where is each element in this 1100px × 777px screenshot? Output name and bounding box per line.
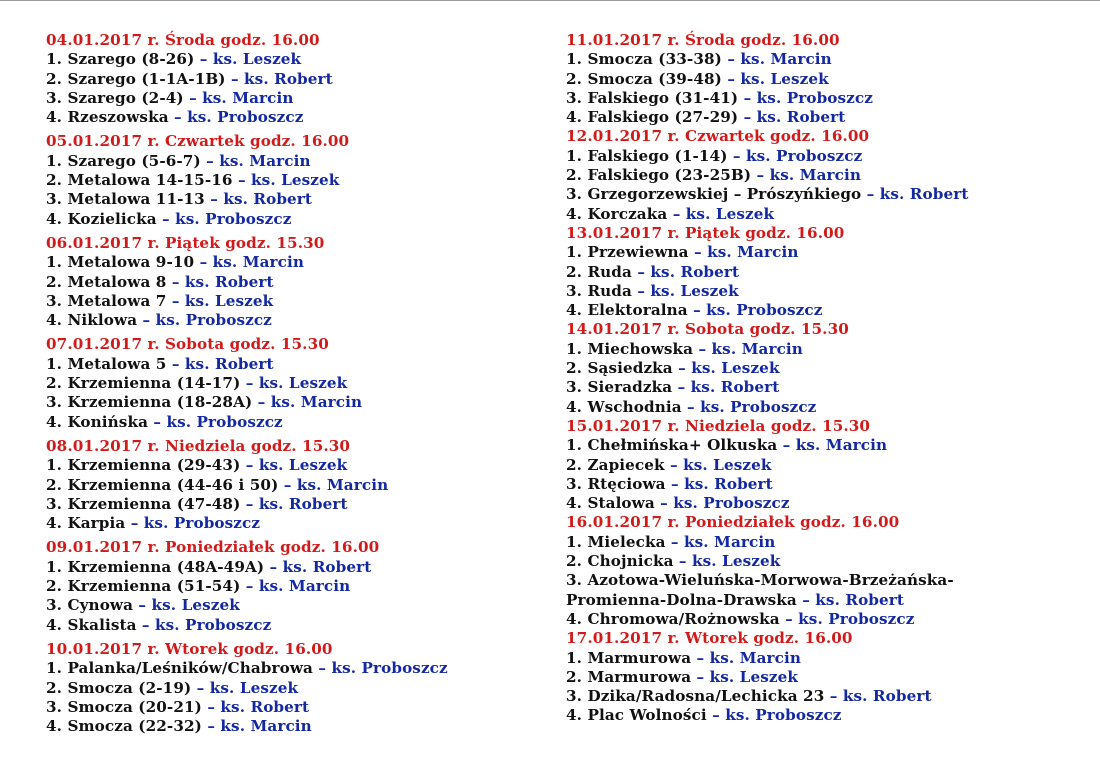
street-name: 2. Sąsiedzka [566,359,673,378]
visit-entry [46,717,546,736]
top-border-line [0,0,1100,1]
street-name: 3. Cynowa [46,596,134,615]
street-name: 4. Kozielicka [46,209,157,228]
priest-name: – ks. Leszek [691,667,798,686]
visit-entry [46,476,546,495]
priest-name: – ks. Robert [824,687,932,706]
visit-entry [566,166,1086,185]
street-name: 3. Rtęciowa [566,474,666,493]
priest-name: – ks. Marcin [693,339,803,358]
day-block [566,31,1086,127]
priest-name: – ks. Proboszcz [156,209,292,228]
visit-entry [566,591,1086,610]
street-name: 4. Stalowa [566,494,655,513]
priest-name: – ks. Robert [861,185,969,204]
priest-name: – ks. Marcin [721,50,832,69]
street-name: 1. Falskiego (1-14) [566,146,728,165]
day-header: 15.01.2017 r. Niedziela godz. 15.30 [566,416,871,435]
priest-name: – ks. Leszek [166,291,274,310]
street-name: 4. Skalista [46,615,137,634]
street-name: 3. Azotowa-Wieluńska-Morwowa-Brzeżańska- [566,571,954,590]
street-name: Promienna-Dolna-Drawska [566,590,797,609]
priest-name: – ks. Robert [201,697,310,716]
visit-entry [46,514,546,533]
priest-name: – ks. Leszek [191,678,299,697]
day-block [46,437,546,533]
street-name: 1. Szarego (5-6-7) [46,151,201,170]
priest-name: – ks. Leszek [673,552,781,571]
street-name: 4. Konińska [46,412,149,431]
priest-name: – ks. Proboszcz [654,494,790,513]
priest-name: – ks. Marcin [777,436,888,455]
priest-name: – ks. Proboszcz [738,88,873,107]
street-name: 4. Falskiego (27-29) [566,108,739,127]
priest-name: – ks. Leszek [721,69,829,88]
street-name: 1. Krzemienna (48A-49A) [46,557,265,576]
day-block [46,538,546,634]
street-name: 1. Smocza (33-38) [566,50,722,69]
street-name: 4. Wschodnia [566,397,682,416]
visit-entry [46,355,546,374]
visit-entry [566,378,1086,397]
street-name: 3. Sieradzka [566,378,673,397]
priest-name: – ks. Marcin [665,532,776,551]
street-name: 4. Niklowa [46,311,138,330]
street-name: 1. Przewiewna [566,243,689,262]
street-name: 2. Zapiecek [566,455,665,474]
street-name: 2. Falskiego (23-25B) [566,166,752,185]
priest-name: – ks. Proboszcz [312,659,448,678]
street-name: 1. Miechowska [566,339,694,358]
priest-name: – ks. Marcin [183,88,294,107]
visit-entry [46,659,546,678]
visit-entry [46,374,546,393]
street-name: 4. Chromowa/Rożnowska [566,609,780,628]
visit-entry [46,456,546,475]
visit-entry [46,495,546,514]
priest-name: – ks. Proboszcz [727,146,863,165]
visit-entry [566,282,1086,301]
street-name: 3. Smocza (20-21) [46,697,202,716]
street-name: 4. Elektoralna [566,301,688,320]
day-block [566,320,1086,416]
street-name: 2. Chojnicka [566,552,674,571]
visit-entry [46,210,546,229]
priest-name: – ks. Robert [166,272,274,291]
priest-name: – ks. Proboszcz [137,311,272,330]
street-name: 4. Korczaka [566,204,668,223]
priest-name: – ks. Robert [796,590,905,609]
priest-name: – ks. Marcin [240,577,351,596]
street-name: 3. Metalowa 11-13 [46,190,205,209]
priest-name: – ks. Leszek [194,50,302,69]
street-name: 2. Marmurowa [566,667,692,686]
day-header: 11.01.2017 r. Środa godz. 16.00 [566,31,840,49]
visit-entry [566,533,1086,552]
street-name: 4. Smocza (22-32) [46,717,202,736]
visit-entry [46,558,546,577]
schedule-column-right [566,31,1086,726]
visit-entry [566,552,1086,571]
visit-entry [46,152,546,171]
priest-name: – ks. Robert [672,378,780,397]
day-block [566,513,1086,629]
day-block [46,234,546,330]
visit-entry [46,311,546,330]
street-name: 2. Metalowa 8 [46,272,167,291]
day-header: 07.01.2017 r. Sobota godz. 15.30 [46,335,329,354]
visit-entry [566,205,1086,224]
priest-name: – ks. Proboszcz [125,514,261,533]
visit-entry [566,456,1086,475]
day-header: 08.01.2017 r. Niedziela godz. 15.30 [46,436,351,455]
visit-entry [46,679,546,698]
priest-name: – ks. Marcin [200,151,311,170]
street-name: 1. Metalowa 9-10 [46,253,195,272]
street-name: 1. Palanka/Leśników/Chabrowa [46,659,313,678]
priest-name: – ks. Robert [631,262,740,281]
street-name: 1. Marmurowa [566,648,692,667]
visit-entry [566,706,1086,725]
visit-entry [566,571,1086,590]
visit-entry [46,413,546,432]
priest-name: – ks. Marcin [201,717,312,736]
visit-entry [566,398,1086,417]
priest-name: – ks. Leszek [631,281,739,300]
street-name: 3. Dzika/Radosna/Lechicka 23 [566,687,825,706]
visit-entry [46,698,546,717]
visit-entry [46,393,546,412]
day-header: 05.01.2017 r. Czwartek godz. 16.00 [46,132,350,151]
street-name: 4. Plac Wolności [566,706,707,725]
visit-entry [566,263,1086,282]
visit-entry [46,108,546,127]
visit-entry [566,687,1086,706]
priest-name: – ks. Marcin [691,648,801,667]
visit-entry [566,475,1086,494]
street-name: 1. Chełmińska+ Olkuska [566,436,778,455]
visit-entry [46,50,546,69]
day-header: 12.01.2017 r. Czwartek godz. 16.00 [566,127,870,146]
visit-entry [46,171,546,190]
priest-name: – ks. Marcin [688,243,799,262]
street-name: 3. Ruda [566,281,632,300]
street-name: 2. Krzemienna (44-46 i 50) [46,475,279,494]
street-name: 2. Smocza (2-19) [46,678,192,697]
priest-name: – ks. Robert [738,108,846,127]
visit-entry [566,243,1086,262]
street-name: 2. Ruda [566,262,632,281]
priest-name: – ks. Robert [240,494,348,513]
priest-name: – ks. Proboszcz [148,412,283,431]
street-name: 2. Szarego (1-1A-1B) [46,69,226,88]
day-block [46,640,546,736]
priest-name: – ks. Marcin [751,166,861,185]
priest-name: – ks. Proboszcz [779,609,915,628]
street-name: 4. Rzeszowska [46,108,169,127]
visit-entry [566,359,1086,378]
street-name: 1. Krzemienna (29-43) [46,456,241,475]
street-name: 1. Metalowa 5 [46,354,167,373]
visit-entry [566,340,1086,359]
visit-entry [46,577,546,596]
priest-name: – ks. Leszek [672,359,780,378]
street-name: 4. Karpia [46,514,126,533]
day-header: 09.01.2017 r. Poniedziałek godz. 16.00 [46,538,380,557]
day-header: 17.01.2017 r. Wtorek godz. 16.00 [566,629,853,648]
priest-name: – ks. Leszek [664,455,772,474]
visit-entry [46,253,546,272]
visit-entry [566,89,1086,108]
priest-name: – ks. Marcin [278,475,389,494]
priest-name: – ks. Leszek [232,171,340,190]
visit-entry [566,668,1086,687]
visit-entry [46,273,546,292]
priest-name: – ks. Marcin [252,393,363,412]
day-block [566,417,1086,513]
priest-name: – ks. Proboszcz [706,706,842,725]
priest-name: – ks. Proboszcz [168,108,304,127]
priest-name: – ks. Robert [264,557,372,576]
visit-entry [46,292,546,311]
street-name: 3. Falskiego (31-41) [566,88,739,107]
day-header: 10.01.2017 r. Wtorek godz. 16.00 [46,639,333,658]
street-name: 3. Szarego (2-4) [46,88,184,107]
street-name: 3. Grzegorzewskiej – Prószyńkiego [566,185,862,204]
visit-entry [566,494,1086,513]
day-block [566,629,1086,725]
day-block [46,132,546,228]
day-header: 13.01.2017 r. Piątek godz. 16.00 [566,223,845,242]
day-block [46,31,546,127]
street-name: 1. Szarego (8-26) [46,50,195,69]
schedule-column-left [46,31,546,736]
street-name: 2. Metalowa 14-15-16 [46,171,233,190]
priest-name: – ks. Leszek [240,374,348,393]
day-block [46,335,546,431]
street-name: 3. Krzemienna (47-48) [46,494,241,513]
day-block [566,127,1086,223]
street-name: 1. Mielecka [566,532,666,551]
visit-entry [46,190,546,209]
priest-name: – ks. Robert [225,69,333,88]
visit-entry [566,185,1086,204]
priest-name: – ks. Proboszcz [681,397,817,416]
priest-name: – ks. Leszek [240,456,348,475]
visit-entry [566,70,1086,89]
visit-entry [46,89,546,108]
priest-name: – ks. Proboszcz [687,301,823,320]
street-name: 2. Smocza (39-48) [566,69,722,88]
visit-entry [566,301,1086,320]
priest-name: – ks. Marcin [194,253,305,272]
priest-name: – ks. Proboszcz [136,615,272,634]
visit-entry [566,610,1086,629]
priest-name: – ks. Robert [204,190,313,209]
street-name: 2. Krzemienna (51-54) [46,577,241,596]
street-name: 2. Krzemienna (14-17) [46,374,241,393]
visit-entry [46,70,546,89]
priest-name: – ks. Leszek [667,204,775,223]
visit-entry [566,147,1086,166]
day-header: 04.01.2017 r. Środa godz. 16.00 [46,31,320,49]
priest-name: – ks. Robert [166,354,274,373]
visit-entry [566,108,1086,127]
visit-entry [566,649,1086,668]
day-header: 06.01.2017 r. Piątek godz. 15.30 [46,233,325,252]
day-block [566,224,1086,320]
day-header: 14.01.2017 r. Sobota godz. 15.30 [566,320,849,339]
visit-entry [566,436,1086,455]
priest-name: – ks. Robert [665,474,773,493]
day-header: 16.01.2017 r. Poniedziałek godz. 16.00 [566,513,900,532]
visit-entry [566,50,1086,69]
visit-entry [46,596,546,615]
priest-name: – ks. Leszek [133,596,240,615]
street-name: 3. Krzemienna (18-28A) [46,393,253,412]
visit-entry [46,616,546,635]
street-name: 3. Metalowa 7 [46,291,167,310]
